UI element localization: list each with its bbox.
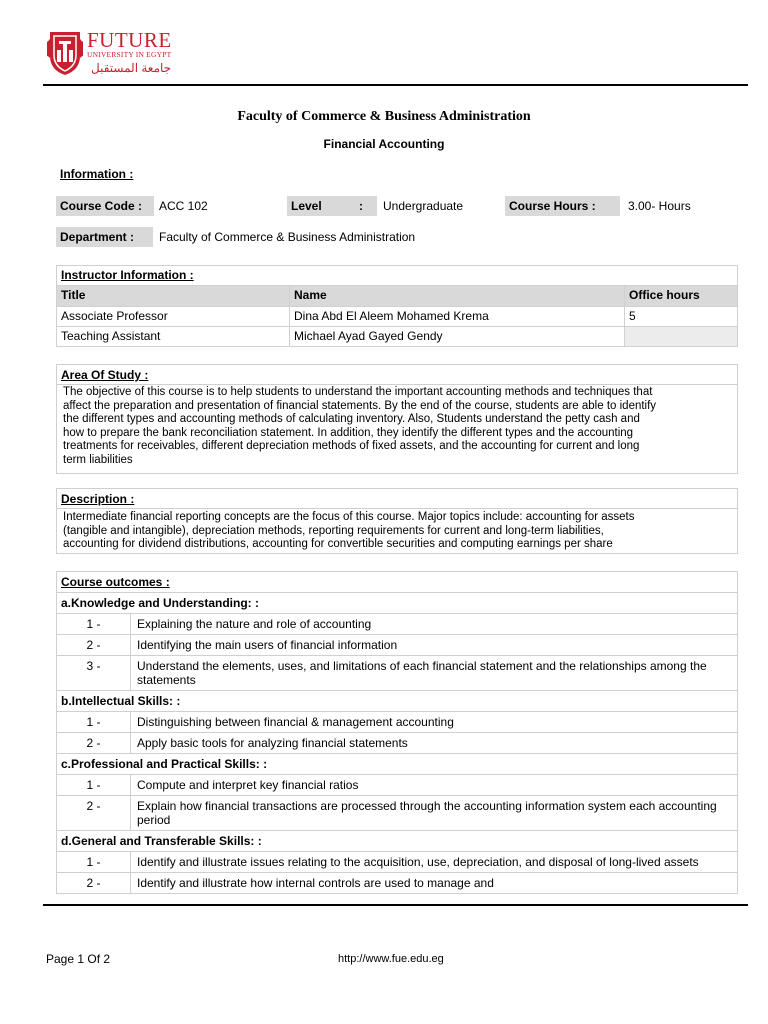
faculty-heading: Faculty of Commerce & Business Administration (237, 109, 531, 124)
level-colon: : (359, 199, 363, 213)
page-number: Page 1 Of 2 (46, 952, 111, 966)
outcome-text: Understand the elements, uses, and limitations of each financial statement and the relationships among the statements (131, 656, 738, 691)
course-title: Financial Accounting (323, 137, 445, 151)
text-line: affect the preparation and presentation of financial statements. By the end of the course, students are able to identify (63, 399, 657, 412)
outcome-number: 1 - (57, 614, 131, 635)
list-item (57, 614, 738, 635)
outcome-section-title: c.Professional and Practical Skills: : (57, 754, 738, 775)
instructor-heading: Instructor Information : (57, 266, 738, 286)
instructor-title: Associate Professor (57, 307, 290, 327)
level-value: Undergraduate (383, 199, 464, 213)
list-item (57, 873, 738, 894)
level-label-text: Level (291, 199, 322, 213)
list-item (57, 656, 738, 691)
list-item (57, 635, 738, 656)
text-line: The objective of this course is to help students to understand the important accounting methods and techniques that (63, 386, 653, 398)
table-row (57, 327, 738, 347)
course-code-value: ACC 102 (159, 199, 208, 213)
text-line: treatments for receivables, different depreciation methods of fixed assets, and the accounting for current and long (63, 440, 640, 453)
outcome-text: Identify and illustrate issues relating to the acquisition, use, depreciation, and disposal of long-lived assets (131, 852, 738, 873)
logo-subtitle: UNIVERSITY IN EGYPT (87, 50, 172, 59)
department-value: Faculty of Commerce & Business Administration (159, 230, 416, 244)
column-header-title: Title (57, 286, 290, 307)
text-line: term liabilities (63, 453, 133, 466)
outcome-text: Explaining the nature and role of accounting (131, 614, 738, 635)
outcome-text: Compute and interpret key financial ratios (131, 775, 738, 796)
list-item (57, 733, 738, 754)
area-of-study-box (56, 364, 738, 474)
outcome-text: Explain how financial transactions are processed through the accounting information system each accounting period (131, 796, 738, 831)
outcome-number: 1 - (57, 852, 131, 873)
course-outcomes-heading: Course outcomes : (57, 572, 738, 593)
outcome-number: 2 - (57, 873, 131, 894)
instructor-table (56, 265, 738, 347)
description-box (56, 488, 738, 554)
column-header-office-hours: Office hours (625, 286, 738, 307)
description-heading: Description : (57, 489, 737, 509)
outcome-number: 3 - (57, 656, 131, 691)
logo-brand: FUTURE (87, 28, 172, 52)
outcome-text: Identify and illustrate how internal controls are used to manage and (131, 873, 738, 894)
outcome-section-title: d.General and Transferable Skills: : (57, 831, 738, 852)
list-item (57, 775, 738, 796)
outcome-number: 1 - (57, 712, 131, 733)
outcome-number: 1 - (57, 775, 131, 796)
text-line: Intermediate financial reporting concepts are the focus of this course. Major topics include: accounting for assets (63, 511, 635, 523)
department-label: Department : (56, 227, 153, 247)
instructor-office-hours (625, 327, 738, 347)
logo-arabic: جامعة المستقبل (91, 61, 172, 75)
outcome-text: Distinguishing between financial & management accounting (131, 712, 738, 733)
table-row (57, 307, 738, 327)
footer-url[interactable]: http://www.fue.edu.eg (338, 953, 444, 965)
instructor-name: Michael Ayad Gayed Gendy (290, 327, 625, 347)
outcome-number: 2 - (57, 635, 131, 656)
course-outcomes-table (56, 571, 738, 894)
outcome-text: Apply basic tools for analyzing financial statements (131, 733, 738, 754)
instructor-name: Dina Abd El Aleem Mohamed Krema (290, 307, 625, 327)
text-line: the different types and accounting methods of calculating inventory. Also, Students understand the petty cash and (63, 413, 640, 426)
outcome-number: 2 - (57, 733, 131, 754)
footer-divider (43, 904, 748, 906)
outcome-text: Identifying the main users of financial information (131, 635, 738, 656)
university-logo (47, 28, 177, 78)
outcome-section-title: a.Knowledge and Understanding: : (57, 593, 738, 614)
course-hours-label: Course Hours : (505, 196, 620, 216)
outcome-number: 2 - (57, 796, 131, 831)
outcome-section-title: b.Intellectual Skills: : (57, 691, 738, 712)
list-item (57, 852, 738, 873)
text-line: how to prepare the bank reconciliation statement. In addition, they identify the different types and the accounting (63, 426, 634, 439)
text-line: accounting for dividend distributions, accounting for convertible securities and computing earnings per share (63, 538, 613, 551)
list-item (57, 796, 738, 831)
information-heading: Information : (60, 167, 134, 181)
instructor-title: Teaching Assistant (57, 327, 290, 347)
header-divider (43, 84, 748, 86)
course-code-label: Course Code : (56, 196, 154, 216)
level-label (287, 196, 377, 216)
area-of-study-text (57, 385, 737, 469)
area-of-study-heading: Area Of Study : (57, 365, 737, 385)
text-line: (tangible and intangible), depreciation methods, reporting requirements for current and long-term liabilities, (63, 524, 604, 537)
instructor-office-hours: 5 (625, 307, 738, 327)
course-hours-value: 3.00- Hours (628, 199, 691, 213)
list-item (57, 712, 738, 733)
column-header-name: Name (290, 286, 625, 307)
fue-shield-icon (47, 28, 83, 76)
description-text (57, 509, 737, 553)
